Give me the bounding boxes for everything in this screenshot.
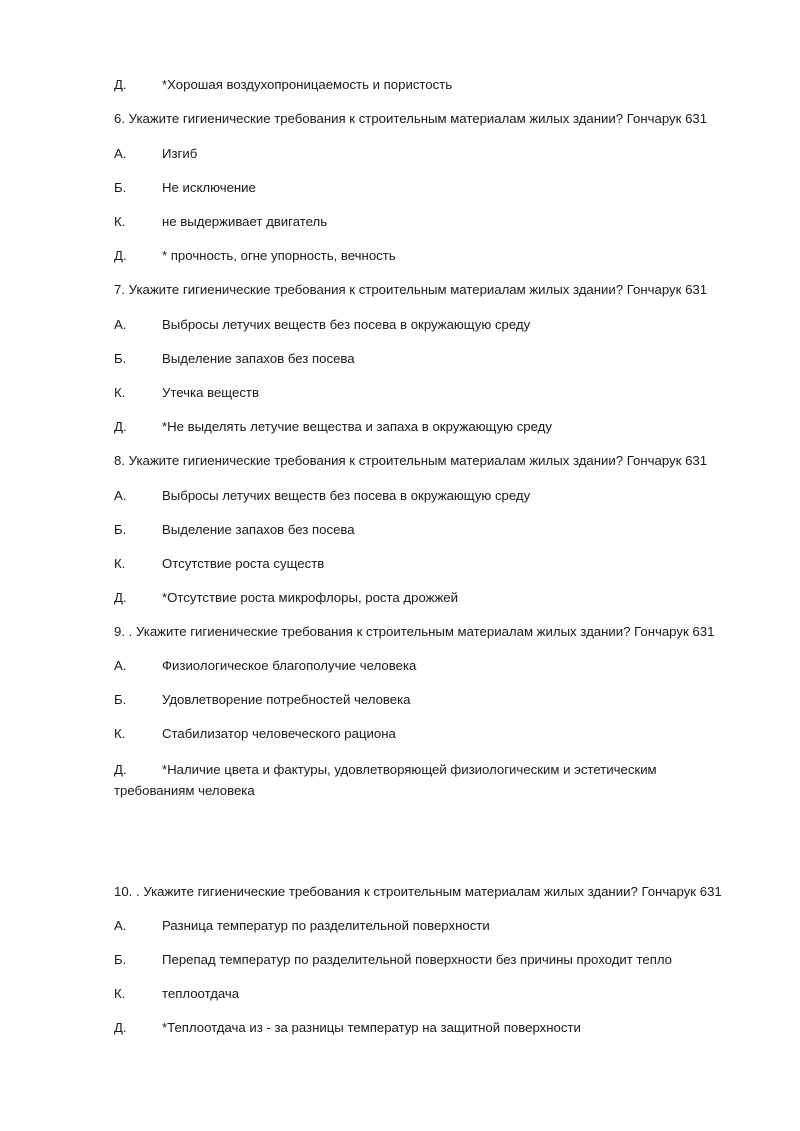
option-text: *Отсутствие роста микрофлоры, роста дрожжей [162, 590, 458, 605]
question-10: 10. . Укажите гигиенические требования к строительным материалам жилых здании? Гончарук 631 [114, 884, 722, 899]
option-letter: К. [114, 986, 126, 1001]
option-text: *Не выделять летучие вещества и запаха в окружающую среду [162, 419, 552, 434]
option-text: Утечка веществ [162, 385, 259, 400]
question-8-option-k [114, 555, 324, 573]
question-9-option-b [114, 691, 411, 709]
option-text: *Наличие цвета и фактуры, удовлетворяющей физиологическим и эстетическим требованиям человека [114, 762, 657, 798]
option-text: Изгиб [162, 146, 198, 161]
option-letter: Д. [114, 590, 127, 605]
option-text: Перепад температур по разделительной поверхности без причины проходит тепло [162, 952, 673, 967]
question-8-option-b [114, 521, 355, 539]
option-text: Выделение запахов без посева [162, 522, 355, 537]
option-text: Не исключение [162, 180, 256, 195]
option-text: теплоотдача [162, 986, 240, 1001]
option-text: * прочность, огне упорность, вечность [162, 248, 396, 263]
option-text: Выделение запахов без посева [162, 351, 355, 366]
question-9-option-a [114, 657, 416, 675]
question-7: 7. Укажите гигиенические требования к строительным материалам жилых здании? Гончарук 631 [114, 282, 708, 297]
option-letter: Б. [114, 522, 127, 537]
option-text: Физиологическое благополучие человека [162, 658, 417, 673]
option-letter: А. [114, 317, 127, 332]
question-7-option-d [114, 418, 552, 436]
option-text: Удовлетворение потребностей человека [162, 692, 411, 707]
question-7-option-b [114, 350, 355, 368]
question-6-option-d [114, 247, 396, 265]
question-6-option-k [114, 213, 327, 231]
option-letter: Б. [114, 180, 127, 195]
option-letter: Д. [114, 419, 127, 434]
option-text: Выбросы летучих веществ без посева в окружающую среду [162, 488, 531, 503]
option-letter: А. [114, 658, 127, 673]
option-letter: Б. [114, 351, 127, 366]
option-letter: Д. [114, 1020, 127, 1035]
option-letter: К. [114, 726, 126, 741]
option-text: Выбросы летучих веществ без посева в окружающую среду [162, 317, 531, 332]
option-letter: А. [114, 918, 127, 933]
option-text: Разница температур по разделительной поверхности [162, 918, 490, 933]
question-8-option-d [114, 589, 458, 607]
question-8-option-a [114, 487, 530, 505]
option-letter: К. [114, 385, 126, 400]
option-letter: Б. [114, 952, 127, 967]
option-text: Стабилизатор человеческого рациона [162, 726, 396, 741]
question-6-option-b [114, 179, 256, 197]
question-9-option-d [114, 759, 674, 801]
option-text: Отсутствие роста существ [162, 556, 325, 571]
option-letter: Д. [114, 248, 127, 263]
question-9-option-k [114, 725, 396, 743]
option-letter: К. [114, 214, 126, 229]
option-text: не выдерживает двигатель [162, 214, 328, 229]
question-10-option-b [114, 951, 672, 969]
option-letter: Б. [114, 692, 127, 707]
question-8: 8. Укажите гигиенические требования к строительным материалам жилых здании? Гончарук 631 [114, 453, 708, 468]
option-letter: А. [114, 488, 127, 503]
question-6-option-a [114, 145, 197, 163]
question-7-option-a [114, 316, 530, 334]
option-text: *Теплоотдача из - за разницы температур на защитной поверхности [162, 1020, 581, 1035]
option-letter: Д. [114, 762, 127, 777]
question-10-option-k [114, 985, 239, 1003]
option-letter: А. [114, 146, 127, 161]
question-9: 9. . Укажите гигиенические требования к строительным материалам жилых здании? Гончарук 631 [114, 624, 715, 639]
question-10-option-a [114, 917, 490, 935]
option-letter: К. [114, 556, 126, 571]
answer-option-d [114, 76, 452, 94]
question-10-option-d [114, 1019, 581, 1037]
question-6: 6. Укажите гигиенические требования к строительным материалам жилых здании? Гончарук 631 [114, 111, 708, 126]
option-letter: Д. [114, 77, 127, 92]
option-text: *Хорошая воздухопроницаемость и пористость [162, 77, 453, 92]
question-7-option-k [114, 384, 259, 402]
